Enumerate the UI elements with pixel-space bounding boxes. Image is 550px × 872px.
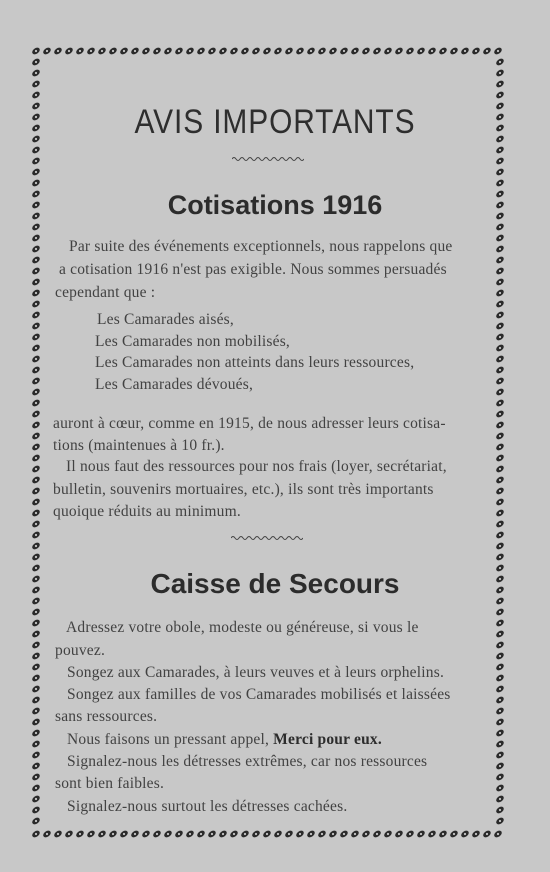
needs-line-3: quoique réduits au minimum. — [53, 503, 241, 520]
list-item-non-mobilises: Les Camarades non mobilisés, — [95, 333, 291, 350]
section-title-caisse: Caisse de Secours — [150, 568, 400, 599]
caisse-line-3: Songez aux Camarades, à leurs veuves et à leurs orphelins. — [67, 664, 445, 681]
intro-line-1: Par suite des événements exceptionnels, nous rappelons que — [69, 238, 453, 255]
after-line-1: auront à cœur, comme en 1915, de nous adresser leurs cotisa- — [53, 415, 446, 432]
list-item-aises: Les Camarades aisés, — [97, 311, 234, 328]
caisse-line-4: Songez aux familles de vos Camarades mobilisés et laissées — [67, 686, 451, 703]
needs-line-2: bulletin, souvenirs mortuaires, etc.), ils sont très importants — [53, 481, 434, 498]
list-item-devoues: Les Camarades dévoués, — [95, 376, 254, 393]
merci-text: Merci pour eux. — [273, 731, 382, 748]
intro-line-2: a cotisation 1916 n'est pas exigible. Nous sommes persuadés — [59, 261, 447, 278]
section-title-cotisations: Cotisations 1916 — [167, 190, 383, 220]
caisse-line-1: Adressez votre obole, modeste ou généreuse, si vous le — [66, 619, 419, 636]
caisse-line-6 — [67, 729, 382, 751]
list-item-non-atteints: Les Camarades non atteints dans leurs ressources, — [95, 354, 415, 371]
page-title: AVIS IMPORTANTS — [134, 103, 416, 141]
caisse-line-5: sans ressources. — [55, 708, 158, 725]
caisse-line-9: Signalez-nous surtout les détresses cachées. — [67, 798, 348, 815]
caisse-line-8: sont bien faibles. — [55, 775, 165, 792]
wavy-divider-icon — [232, 156, 304, 162]
caisse-line-7: Signalez-nous les détresses extrêmes, car nos ressources — [67, 753, 428, 770]
wavy-divider-icon — [231, 535, 303, 541]
needs-line-1: Il nous faut des ressources pour nos frais (loyer, secrétariat, — [66, 458, 447, 475]
caisse-line-2: pouvez. — [55, 642, 106, 659]
after-line-2: tions (maintenues à 10 fr.). — [53, 437, 225, 454]
appeal-text: Nous faisons un pressant appel, — [67, 731, 274, 748]
intro-line-3: cependant que : — [55, 284, 156, 301]
